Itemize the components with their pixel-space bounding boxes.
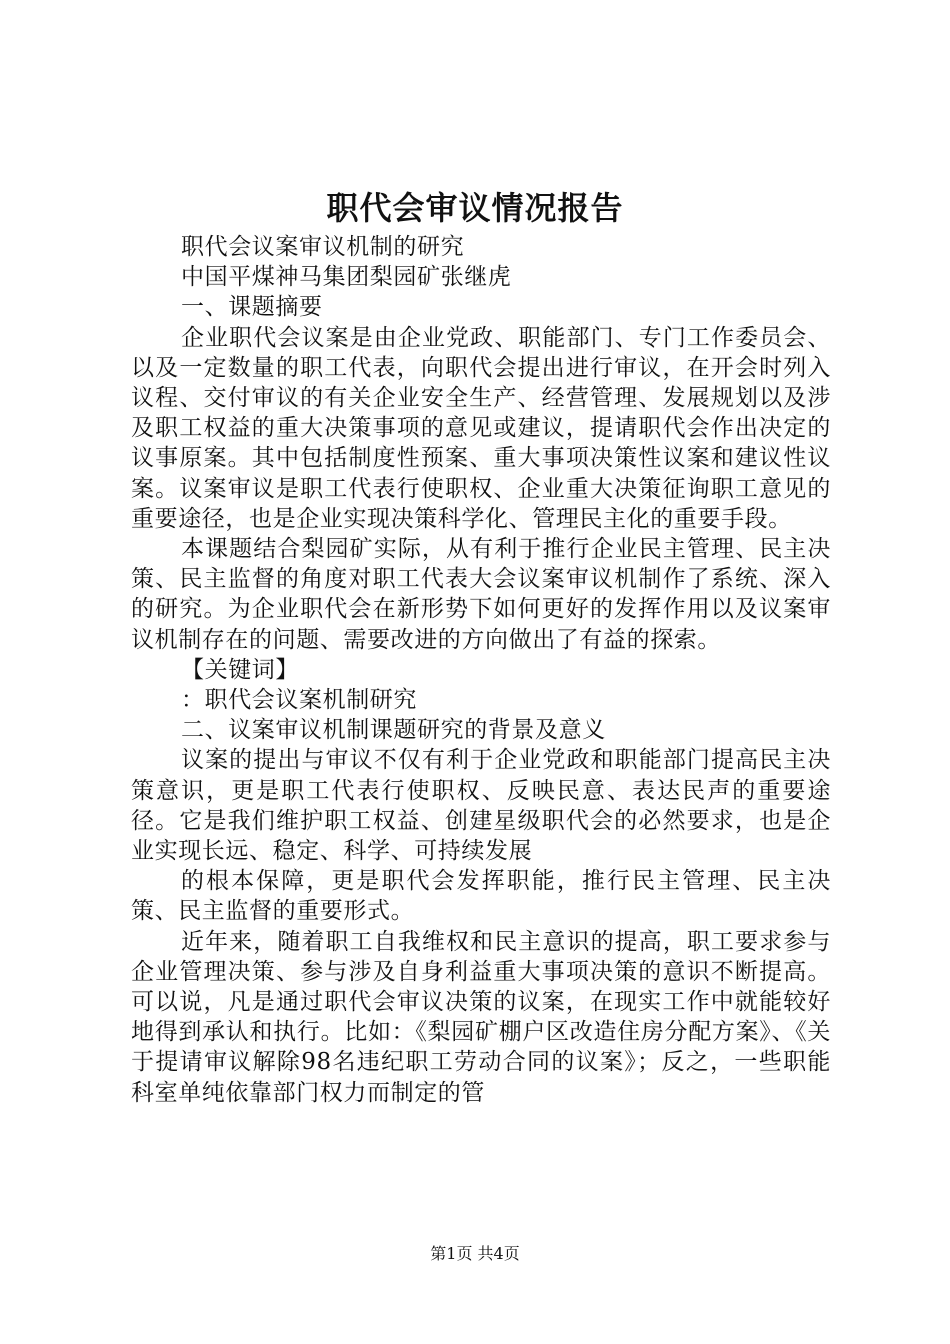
paragraph-abstract-2: 本课题结合梨园矿实际，从有利于推行企业民主管理、民主决策、民主监督的角度对职工代表大会议案审议机制作了系统、深入的研究。为企业职代会在新形势下如何更好的发挥作用以及议案审议机制存在的问题、需要改进的方向做出了有益的探索。 — [131, 536, 831, 653]
keywords-heading: 【关键词】 — [181, 656, 299, 683]
paragraph-background-3: 近年来，随着职工自我维权和民主意识的提高，职工要求参与企业管理决策、参与涉及自身利益重大事项决策的意识不断提高。可以说，凡是通过职代会审议决策的议案，在现实工作中就能较好地得到承认和执行。比如：《梨园矿棚户区改造住房分配方案》、《关于提请审议解除98名违纪职工劳动合同的议案》；反之，一些职能科室单纯依靠部门权力而制定的管 — [131, 928, 831, 1106]
paragraph-subtitle: 职代会议案审议机制的研究 — [181, 234, 465, 260]
section-heading-background: 二、议案审议机制课题研究的背景及意义 — [181, 717, 606, 744]
document-title: 职代会审议情况报告 — [326, 189, 624, 227]
document-body — [131, 232, 831, 1108]
page-footer: 第1页 共4页 — [430, 1244, 520, 1263]
paragraph-author: 中国平煤神马集团梨园矿张继虎 — [181, 264, 512, 291]
paragraph-abstract-1: 企业职代会议案是由企业党政、职能部门、专门工作委员会、以及一定数量的职工代表，向职代会提出进行审议，在开会时列入议程、交付审议的有关企业安全生产、经营管理、发展规划以及涉及职工权益的重大决策事项的意见或建议，提请职代会作出决定的议事原案。其中包括制度性预案、重大事项决策性议案和建议性议案。议案审议是职工代表行使职权、企业重大决策征询职工意见的重要途径，也是企业实现决策科学化、管理民主化的重要手段。 — [131, 324, 831, 532]
keywords-content: ：职代会议案机制研究 — [181, 687, 417, 714]
section-heading-abstract: 一、课题摘要 — [181, 294, 323, 321]
paragraph-background-2: 的根本保障，更是职代会发挥职能，推行民主管理、民主决策、民主监督的重要形式。 — [131, 868, 831, 925]
paragraph-background-1: 议案的提出与审议不仅有利于企业党政和职能部门提高民主决策意识，更是职工代表行使职权、反映民意、表达民声的重要途径。它是我们维护职工权益、创建星级职代会的必然要求，也是企业实现长远、稳定、科学、可持续发展 — [131, 747, 831, 865]
